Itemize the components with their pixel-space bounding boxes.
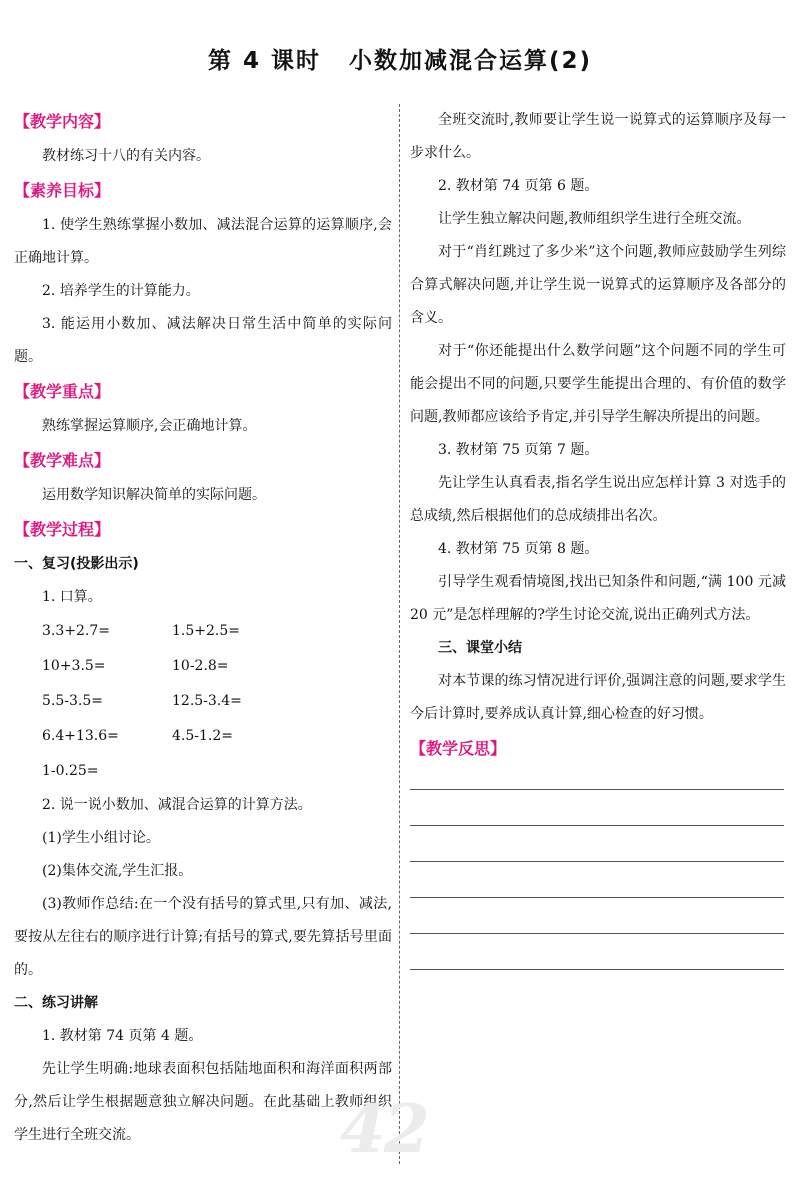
- right-para-1: 全班交流时,教师要让学生说一说算式的运算顺序及每一步求什么。: [410, 112, 786, 161]
- practice-title: 二、练习讲解: [14, 995, 98, 1011]
- left-column: [14, 104, 392, 1152]
- right-column: [410, 104, 786, 970]
- calc-grid: [14, 614, 392, 789]
- content-text: 教材练习十八的有关内容。: [42, 148, 210, 164]
- goal-3: 3. 能运用小数加、减法解决日常生活中简单的实际问题。: [14, 316, 392, 365]
- reflection-header: 【教学反思】: [410, 739, 507, 758]
- calc-item: 10+3.5=: [42, 658, 106, 674]
- lesson-name: 小数加减混合运算(2): [349, 48, 593, 74]
- right-para-6: 引导学生观看情境图,找出已知条件和问题,“满 100 元减 20 元”是怎样理解的?学生讨论交流,说出正确列式方法。: [410, 574, 786, 623]
- step-1: (1)学生小组讨论。: [42, 830, 160, 846]
- calc-item: 3.3+2.7=: [42, 623, 110, 639]
- exercise-2: 2. 教材第 74 页第 6 题。: [438, 178, 599, 194]
- exercise-3: 3. 教材第 75 页第 7 题。: [438, 442, 599, 458]
- calc-item: 6.4+13.6=: [42, 728, 119, 744]
- calc-item: 1.5+2.5=: [172, 623, 240, 639]
- calc-row: [14, 719, 392, 754]
- calc-row: [14, 754, 392, 789]
- step-3: (3)教师作总结:在一个没有括号的算式里,只有加、减法,要按从左往右的顺序进行计算;有括号的算式,要先算括号里面的。: [14, 896, 392, 978]
- writing-line[interactable]: [410, 934, 784, 970]
- calc-row: [14, 684, 392, 719]
- right-para-7: 对本节课的练习情况进行评价,强调注意的问题,要求学生今后计算时,要养成认真计算,细心检查的好习惯。: [410, 673, 786, 722]
- right-para-4: 对于“你还能提出什么数学问题”这个问题不同的学生可能会提出不同的问题,只要学生能提出合理的、有价值的数学问题,教师都应该给予肯定,并引导学生解决所提出的问题。: [410, 343, 786, 425]
- difficulty-header: 【教学难点】: [14, 451, 111, 470]
- calc-item: 1-0.25=: [42, 763, 99, 779]
- calc-item: [172, 754, 372, 789]
- process-header: 【教学过程】: [14, 520, 111, 539]
- right-para-5: 先让学生认真看表,指名学生说出应怎样计算 3 对选手的总成绩,然后根据他们的总成绩排出名次。: [410, 475, 786, 524]
- oral-label: 1. 口算。: [42, 589, 102, 605]
- writing-line[interactable]: [410, 790, 784, 826]
- key-header: 【教学重点】: [14, 382, 111, 401]
- calc-item: 5.5-3.5=: [42, 693, 103, 709]
- right-para-3: 对于“肖红跳过了多少米”这个问题,教师应鼓励学生列综合算式解决问题,并让学生说一说算式的运算顺序及各部分的含义。: [410, 244, 786, 326]
- review-title: 一、复习(投影出示): [14, 556, 139, 572]
- goal-2: 2. 培养学生的计算能力。: [42, 283, 200, 299]
- content-header: 【教学内容】: [14, 112, 111, 131]
- column-divider: [399, 104, 400, 1164]
- calc-item: 4.5-1.2=: [172, 728, 233, 744]
- calc-row: [14, 614, 392, 649]
- exercise-1-text: 先让学生明确:地球表面积包括陆地面积和海洋面积两部分,然后让学生根据题意独立解决问题。在此基础上教师组织学生进行全班交流。: [14, 1061, 392, 1143]
- goal-1: 1. 使学生熟练掌握小数加、减法混合运算的运算顺序,会正确地计算。: [14, 217, 392, 266]
- page-title: [0, 42, 800, 75]
- exercise-4: 4. 教材第 75 页第 8 题。: [438, 541, 599, 557]
- writing-line[interactable]: [410, 898, 784, 934]
- summary-title: 三、课堂小结: [438, 640, 522, 656]
- reflection-lines: [410, 767, 786, 970]
- calc-item: 12.5-3.4=: [172, 693, 242, 709]
- writing-line[interactable]: [410, 826, 784, 862]
- right-para-2: 让学生独立解决问题,教师组织学生进行全班交流。: [438, 211, 751, 227]
- page-number: 42: [340, 1090, 428, 1168]
- goals-header: 【素养目标】: [14, 181, 111, 200]
- writing-line[interactable]: [410, 862, 784, 898]
- step-2: (2)集体交流,学生汇报。: [42, 863, 193, 879]
- method-label: 2. 说一说小数加、减混合运算的计算方法。: [42, 797, 312, 813]
- key-text: 熟练掌握运算顺序,会正确地计算。: [42, 418, 257, 434]
- calc-item: 10-2.8=: [172, 658, 229, 674]
- exercise-1: 1. 教材第 74 页第 4 题。: [42, 1028, 203, 1044]
- calc-row: [14, 649, 392, 684]
- difficulty-text: 运用数学知识解决简单的实际问题。: [42, 487, 266, 503]
- lesson-number: 第 4 课时: [207, 48, 321, 74]
- writing-line[interactable]: [410, 767, 784, 790]
